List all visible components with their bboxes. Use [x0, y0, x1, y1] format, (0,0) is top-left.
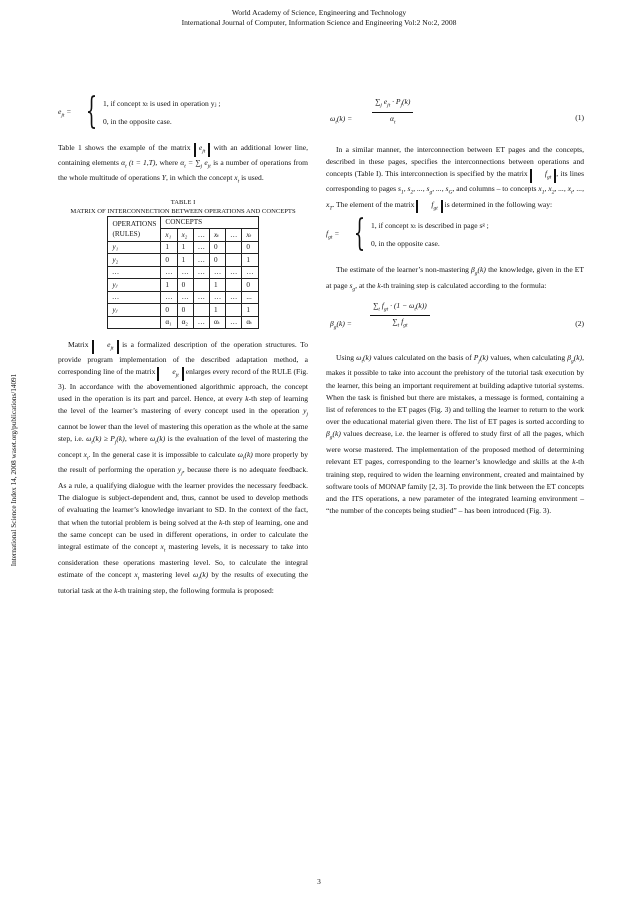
f-case-1: 1, if concept xₜ is described in page sᵍ ;: [371, 221, 489, 231]
table-row: [108, 304, 258, 317]
table-cell: …: [226, 291, 242, 304]
table-cell: α₂: [177, 316, 193, 329]
table-cell: yⱼ: [108, 304, 161, 317]
table-cell: …: [193, 241, 209, 254]
table-cell: …: [161, 291, 177, 304]
table-row: [108, 254, 258, 267]
paragraph-table-intro: Table 1 shows the example of the matrix $e_{jt}$ with an additional lower line, containing elements $\alpha_t$ (t = 1,T), where $\alpha_t = \sum_j$ $e_{jt}$ is a number of operations from the whole multitude of operations Y, in which the concept $x_t$ is used.: [58, 143, 309, 185]
table-caption: TABLE I MATRIX OF INTERCONNECTION BETWEEN OPERATIONS AND CONCEPTS: [70, 198, 296, 215]
paragraph-using: Using $\omega_t(k)$ values calculated on the basis of $P_j(k)$ values, when calculating $\beta_g(k)$, makes it possible to take into account the prehistory of the tutorial task execution by the learner, this being an important requirement at building adaptive tutorial systems. When the task is finished but there are mistakes, a message is formed, containing a list of references to the ET pages (Fig. 3) and telling the learner to return to the work over the educational material given there. The list of ET pages is sorted according to $\beta_g(k)$ values decrease, i.e. the learner is offered to study first of all the pages, which were worse mastered. The implementation of the proposed method of determining relevant ET pages, corresponding to the learner’s knowledge and skills at the k-th training step, required to widen the learning environment, created and maintained by software tools of MONAP family [2, 3]. To provide the link between the ET concepts and the ITS operations, a new parameter of the integrated learning environment – “the number of the concepts being studied” – has been introduced (Fig. 3).: [326, 352, 584, 516]
table-cell: 0: [177, 304, 193, 317]
page-number: 3: [317, 877, 321, 886]
f-definition: $f_{gt}$ = { 1, if concept xₜ is described in page sᵍ ; 0, in the opposite case.: [326, 213, 489, 255]
table-cell: …: [108, 291, 161, 304]
table-cell: 1: [177, 254, 193, 267]
table-cell: yⱼ: [108, 279, 161, 292]
table-cell: …: [242, 266, 258, 279]
interconnection-table: OPERATIONS (RULES) CONCEPTS x₁ x₂ … xₜ … xₜ y₁ 1 1 … 0 0 y₂ 0 1 … 0 1 … … … … … … … yⱼ 1 0 1 0 … … … … … … ... yⱼ 0 0 1 1 α₁ α₂ … αₜ … αₜ: [107, 216, 258, 330]
table-cell: …: [177, 291, 193, 304]
table-row: [108, 316, 258, 329]
table-cell: 1: [161, 241, 177, 254]
table-cell: α₁: [161, 316, 177, 329]
e-definition: $e_{jt}$ = { 1, if concept xₜ is used in operation yⱼ ; 0, in the opposite case.: [58, 91, 221, 132]
table-cell: [226, 279, 242, 292]
table-row: [108, 279, 258, 292]
table-cell: αₜ: [209, 316, 225, 329]
table-cell: y₂: [108, 254, 161, 267]
equation-1: $\omega_t(k)$ = $\sum_j$ $e_{jt} \cdot P_j(k)$ $\alpha_t$ (1): [330, 97, 584, 126]
table-row: [108, 266, 258, 279]
table-cell: …: [177, 266, 193, 279]
table-cell: 0: [242, 241, 258, 254]
table-cell: 1: [177, 241, 193, 254]
header-line-2: International Journal of Computer, Information Science and Engineering Vol:2 No:2, 2008: [181, 18, 457, 27]
table-cell: [193, 279, 209, 292]
equation-2-number: (2): [575, 318, 584, 328]
table-cell: 0: [177, 279, 193, 292]
paragraph-estimate: The estimate of the learner’s non-mastering $\beta_g(k)$ the knowledge, given in the ET at page $s_g$, at the k-th training step is calculated according to the formula:: [326, 265, 585, 293]
table-cell: …: [161, 266, 177, 279]
table-cell: 1: [242, 254, 258, 267]
table-cell: …: [193, 254, 209, 267]
side-index-text: International Science Index 14, 2008 waset.org/publications/14091: [10, 373, 18, 567]
equation-1-number: (1): [575, 112, 584, 122]
table-cell: …: [193, 266, 209, 279]
table-cell: …: [209, 266, 225, 279]
table-cell: 0: [242, 279, 258, 292]
table-cell: …: [193, 316, 209, 329]
table-cell: 1: [161, 279, 177, 292]
table-cell: 0: [209, 241, 225, 254]
table-cell: 0: [161, 304, 177, 317]
table-cell: …: [209, 291, 225, 304]
e-case-2: 0, in the opposite case.: [103, 117, 172, 126]
table-cell: y₁: [108, 241, 161, 254]
table-cell: [226, 304, 242, 317]
f-case-2: 0, in the opposite case.: [371, 239, 440, 249]
running-header: [0, 8, 638, 28]
header-line-1: World Academy of Science, Engineering and Technology: [231, 8, 407, 17]
table-cell: …: [226, 266, 242, 279]
table-cell: …: [108, 266, 161, 279]
paragraph-pages: In a similar manner, the interconnection between ET pages and the concepts, described in these pages, specifies the interconnections between operations and concepts (Table I). This interconnection is specified by the matrix $f_{gt}$ , its lines corresponding to pages $s_1$, $s_2$, ..., $s_g$, ..., $s_G$, and columns – to concepts $x_1$, $x_2$, ..., $x_t$, ..., $x_T$. The element of the matrix $f_{gt}$ is determined in the following way:: [326, 145, 585, 212]
left-column: [58, 92, 308, 597]
table-cell: 0: [209, 254, 225, 267]
table-cell: [193, 304, 209, 317]
table-row: [108, 241, 258, 254]
table-row: [108, 291, 258, 304]
table-cell: [226, 241, 242, 254]
table-cell: 1: [209, 279, 225, 292]
paragraph-matrix: Matrix $e_{jt}$ is a formalized description of the operation structures. To provide program implementation of the described adaptation method, a corresponding line of the matrix $e_{jt}$ enlarges every record of the RULE (Fig. 3). In accordance with the abovementioned algorithmic approach, the concept used in the operation is its part and parcel. Hence, at every k-th step of learning the level of the learner’s mastering of every concept used in the operation $y_j$ cannot be lower than the level of mastering this operation as the whole at the same step, i.e. $\omega_t(k) \ge P_j(k)$, where $\omega_t(k)$ is the evaluation of the level of mastering the concept $x_t$. In the general case it is impossible to calculate $\omega_t(k)$ more properly by the result of performing the operation $y_j$, because there is no adequate feedback. As a rule, a qualifying dialogue with the learner provides the necessary feedback. The dialogue is subject-dependent and, thus, cannot be used to develop methods of evaluating the learner’s knowledge invariant to SD. In the context of the fact, that when the tutorial problem is being solved at the k-th step of learning, one and the same concept can be used in different operations, in order to calculate the integral estimate of the concept $x_t$ mastering levels, it is necessary to take into consideration these operations mastering level. So, to calculate the integral estimate of the concept $x_t$ mastering level $\omega_t(k)$ by the results of executing the tutorial task at the k-th training step, the following formula is proposed:: [58, 340, 309, 595]
table-cell: [226, 254, 242, 267]
right-column: [326, 92, 584, 517]
table-cell: [108, 316, 161, 329]
equation-2: $\beta_g(k)$ = $\sum_t$ $f_{gt} \cdot (1 - \omega_t(k))$ $\sum_t$ $f_{gt}$ (2): [330, 300, 584, 331]
table-cell: …: [226, 316, 242, 329]
table-cell: 0: [161, 254, 177, 267]
table-cell: …: [193, 291, 209, 304]
table-cell: αₜ: [242, 316, 258, 329]
e-case-1: 1, if concept xₜ is used in operation yⱼ ;: [103, 99, 221, 108]
table-cell: 1: [242, 304, 258, 317]
table-cell: 1: [209, 304, 225, 317]
table-cell: ...: [242, 291, 258, 304]
